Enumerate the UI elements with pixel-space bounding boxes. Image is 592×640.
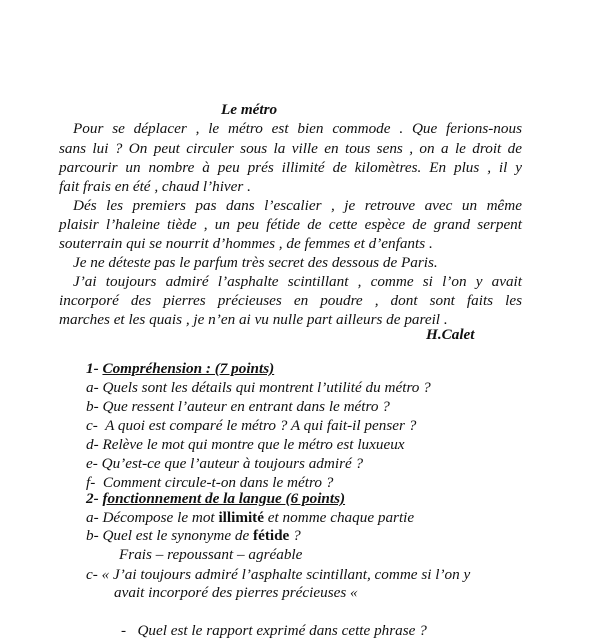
question-item-continuation: avait incorporé des pierres précieuses «	[114, 584, 358, 601]
paragraph-line: sans lui ? On peut circuler sous la ville en tous sens , on a le droit de	[59, 140, 522, 157]
section2-number: 2-	[86, 490, 99, 507]
question-item: c- « J’ai toujours admiré l’asphalte scintillant, comme si l’on y	[86, 566, 471, 583]
author-signature: H.Calet	[426, 326, 475, 343]
paragraph-line: Je ne déteste pas le parfum très secret des dessous de Paris.	[73, 254, 438, 271]
question-item: d- Relève le mot qui montre que le métro est luxueux	[86, 436, 405, 453]
question-text: b- Quel est le synonyme de	[86, 527, 254, 544]
paragraph-line: Pour se déplacer , le métro est bien commode . Que ferions-nous	[73, 120, 522, 137]
section2-heading	[86, 489, 345, 508]
question-item: b- Que ressent l’auteur en entrant dans le métro ?	[86, 398, 390, 415]
question-item	[86, 508, 414, 527]
paragraph-line: parcourir un nombre à peu prés illimité de kilomètres. En plus , il y	[59, 159, 522, 176]
question-text: ?	[289, 527, 301, 544]
paragraph-line: Dés les premiers pas dans l’escalier , je retrouve avec un même	[73, 197, 522, 214]
question-item: e- Qu’est-ce que l’auteur à toujours admiré ?	[86, 455, 364, 472]
section1-heading	[86, 359, 274, 378]
keyword-illimite: illimité	[218, 509, 264, 526]
section2-title: fonctionnement de la langue (6 points)	[102, 490, 346, 507]
question-text: et nomme chaque partie	[264, 509, 415, 526]
paragraph-line: J’ai toujours admiré l’asphalte scintillant , comme si l’on y avait	[73, 273, 522, 290]
sub-question: - Quel est le rapport exprimé dans cette phrase ?	[121, 622, 427, 639]
paragraph-line: souterrain qui se nourrit d’hommes , de femmes et d’enfants .	[59, 235, 433, 252]
question-item: a- Quels sont les détails qui montrent l’utilité du métro ?	[86, 379, 431, 396]
paragraph-line: fait frais en été , chaud l’hiver .	[59, 178, 251, 195]
paragraph-line: marches et les quais , je n’en ai vu nulle part ailleurs de pareil .	[59, 311, 448, 328]
question-text: a- Décompose le mot	[86, 509, 219, 526]
paragraph-line: incorporé des pierres précieuses en poudre , dont sont faits les	[59, 292, 522, 309]
paragraph-line: plaisir l’haleine tiède , un peu fétide de cette espèce de grand serpent	[59, 216, 522, 233]
question-item	[86, 526, 301, 545]
question-item: c- A quoi est comparé le métro ? A qui fait-il penser ?	[86, 417, 417, 434]
keyword-fetide: fétide	[253, 527, 290, 544]
answer-options: Frais – repoussant – agréable	[119, 546, 303, 563]
section1-number: 1-	[86, 360, 99, 377]
text-title: Le métro	[221, 101, 278, 118]
section1-title: Compréhension : (7 points)	[102, 360, 275, 377]
question-item: f- Comment circule-t-on dans le métro ?	[86, 474, 334, 491]
